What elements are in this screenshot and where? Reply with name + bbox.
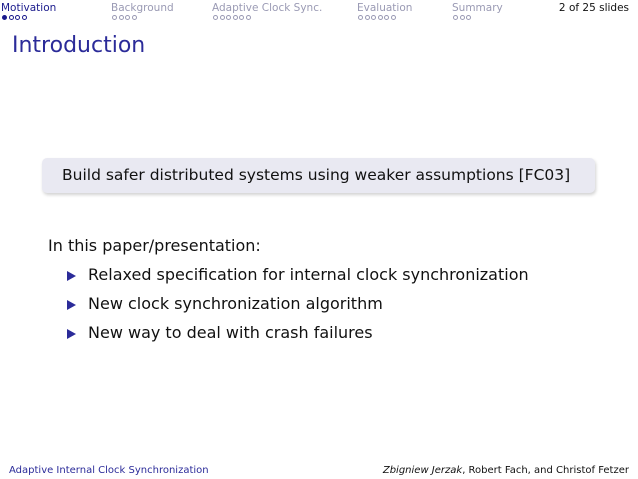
nav-dot[interactable] bbox=[378, 15, 383, 20]
nav-dot[interactable] bbox=[371, 15, 376, 20]
nav-dot[interactable] bbox=[246, 15, 251, 20]
footer-talk-title[interactable]: Adaptive Internal Clock Synchronization bbox=[9, 465, 209, 476]
nav-dot-current[interactable] bbox=[2, 15, 7, 20]
nav-dot[interactable] bbox=[453, 15, 458, 20]
nav-dots-background bbox=[112, 15, 138, 23]
nav-dot[interactable] bbox=[226, 15, 231, 20]
bullet-triangle-icon bbox=[67, 300, 76, 310]
nav-dot[interactable] bbox=[213, 15, 218, 20]
nav-dot[interactable] bbox=[125, 15, 130, 20]
nav-dot[interactable] bbox=[391, 15, 396, 20]
nav-section-summary[interactable]: Summary bbox=[452, 2, 503, 14]
nav-dot[interactable] bbox=[132, 15, 137, 20]
intro-text: In this paper/presentation: bbox=[48, 236, 261, 255]
section-navigation bbox=[0, 0, 638, 28]
nav-dot[interactable] bbox=[239, 15, 244, 20]
bullet-text: Relaxed specification for internal clock synchronization bbox=[88, 265, 529, 284]
nav-section-background[interactable]: Background bbox=[111, 2, 174, 14]
nav-dot[interactable] bbox=[112, 15, 117, 20]
footer-author-primary: Zbigniew Jerzak bbox=[382, 465, 463, 476]
nav-dot[interactable] bbox=[9, 15, 14, 20]
bullet-triangle-icon bbox=[67, 329, 76, 339]
nav-dot[interactable] bbox=[358, 15, 363, 20]
nav-dots-evaluation bbox=[358, 15, 397, 23]
nav-dots-adaptive-clock-sync bbox=[213, 15, 252, 23]
nav-section-adaptive-clock-sync[interactable]: Adaptive Clock Sync. bbox=[212, 2, 323, 14]
bullet-text: New clock synchronization algorithm bbox=[88, 294, 383, 313]
nav-dot[interactable] bbox=[233, 15, 238, 20]
nav-section-motivation[interactable]: Motivation bbox=[1, 2, 57, 14]
highlight-block bbox=[42, 158, 595, 193]
slide-counter: 2 of 25 slides bbox=[558, 2, 629, 14]
nav-dot[interactable] bbox=[460, 15, 465, 20]
nav-dot[interactable] bbox=[384, 15, 389, 20]
nav-dots-summary bbox=[453, 15, 473, 23]
nav-dots-motivation bbox=[2, 15, 28, 23]
nav-dot[interactable] bbox=[119, 15, 124, 20]
nav-dot[interactable] bbox=[365, 15, 370, 20]
footer-authors[interactable] bbox=[383, 465, 629, 476]
nav-dot[interactable] bbox=[466, 15, 471, 20]
page-title: Introduction bbox=[12, 33, 146, 58]
bullet-text: New way to deal with crash failures bbox=[88, 323, 373, 342]
bullet-triangle-icon bbox=[67, 271, 76, 281]
nav-dot[interactable] bbox=[220, 15, 225, 20]
nav-dot[interactable] bbox=[22, 15, 27, 20]
footer-author-others: , Robert Fach, and Christof Fetzer bbox=[462, 465, 629, 476]
nav-dot[interactable] bbox=[15, 15, 20, 20]
nav-section-evaluation[interactable]: Evaluation bbox=[357, 2, 413, 14]
highlight-block-text: Build safer distributed systems using weaker assumptions [FC03] bbox=[62, 166, 571, 184]
